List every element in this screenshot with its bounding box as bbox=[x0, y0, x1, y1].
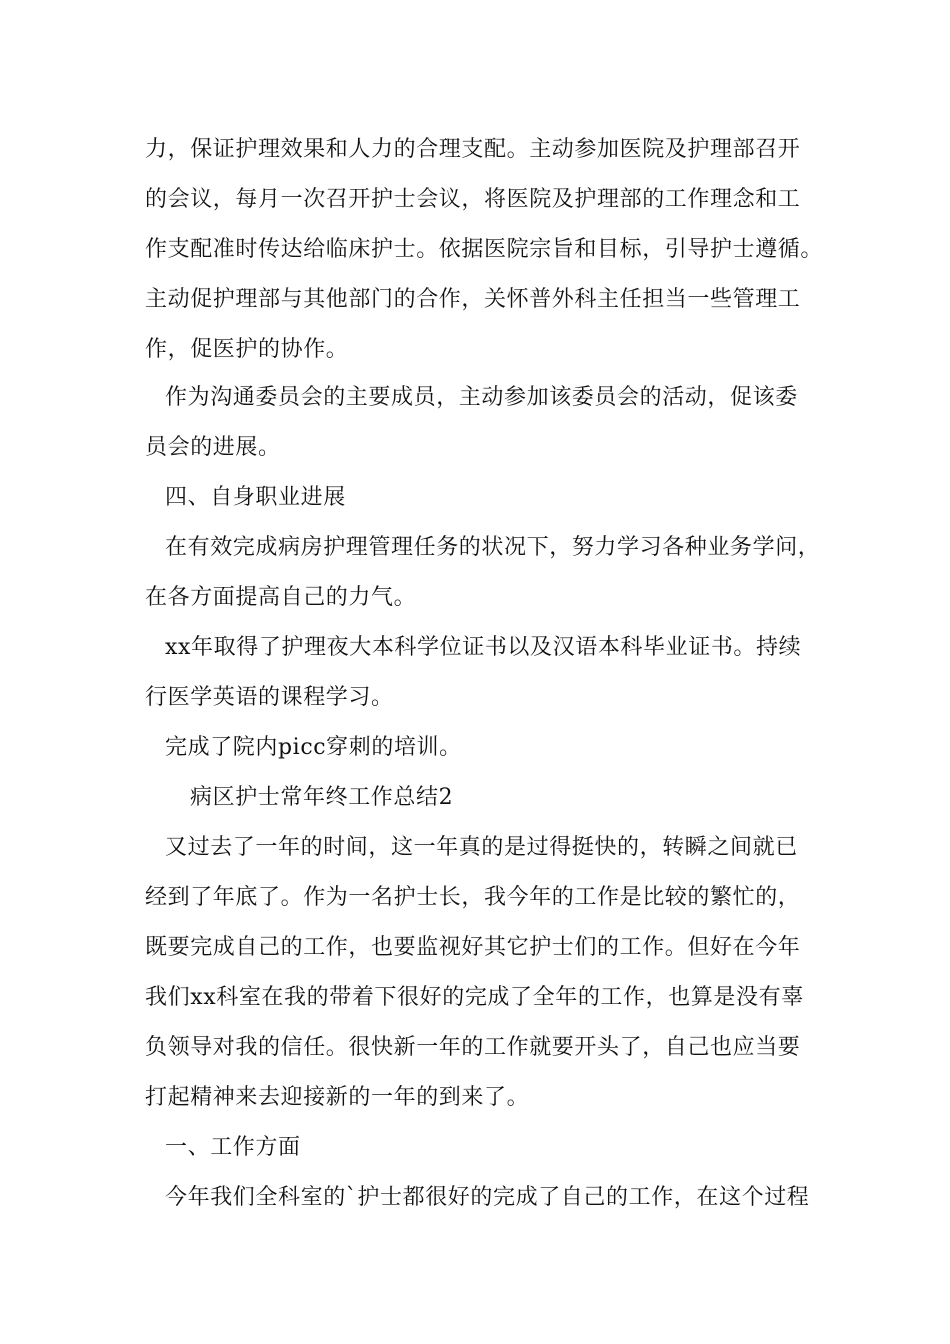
text-line: 我们xx科室在我的带着下很好的完成了全年的工作，也算是没有辜 bbox=[145, 985, 804, 1010]
text-line: 作，促医护的协作。 bbox=[145, 337, 349, 362]
text-line: 在有效完成病房护理管理任务的状况下，努力学习各种业务学问， bbox=[165, 535, 821, 560]
text-line: xx年取得了护理夜大本科学位证书以及汉语本科毕业证书。持续 bbox=[165, 635, 802, 660]
text-line: 作支配准时传达给临床护士。依据医院宗旨和目标，引导护士遵循。 bbox=[145, 237, 824, 262]
text-line: 完成了院内picc穿刺的培训。 bbox=[165, 735, 462, 760]
text-line: 负领导对我的信任。很快新一年的工作就要开头了，自己也应当要 bbox=[145, 1035, 801, 1060]
text-line: 主动促护理部与其他部门的合作，关怀普外科主任担当一些管理工 bbox=[145, 287, 801, 312]
text-line: 作为沟通委员会的主要成员，主动参加该委员会的活动，促该委 bbox=[165, 385, 798, 410]
text-line: 行医学英语的课程学习。 bbox=[145, 685, 394, 710]
text-line: 的会议，每月一次召开护士会议，将医院及护理部的工作理念和工 bbox=[145, 187, 801, 212]
text-line: 今年我们全科室的`护士都很好的完成了自己的工作，在这个过程 bbox=[165, 1185, 810, 1210]
text-line: 力，保证护理效果和人力的合理支配。主动参加医院及护理部召开 bbox=[145, 137, 801, 162]
text-line: 既要完成自己的工作，也要监视好其它护士们的工作。但好在今年 bbox=[145, 935, 801, 960]
text-line: 在各方面提高自己的力气。 bbox=[145, 585, 417, 610]
section-heading: 四、自身职业进展 bbox=[165, 485, 346, 510]
document-title: 病区护士常年终工作总结2 bbox=[190, 785, 454, 810]
text-line: 员会的进展。 bbox=[145, 435, 281, 460]
text-line: 经到了年底了。作为一名护士长，我今年的工作是比较的繁忙的， bbox=[145, 885, 801, 910]
section-heading: 一、工作方面 bbox=[165, 1135, 301, 1160]
text-line: 打起精神来去迎接新的一年的到来了。 bbox=[145, 1085, 530, 1110]
text-line: 又过去了一年的时间，这一年真的是过得挺快的，转瞬之间就已 bbox=[165, 835, 798, 860]
